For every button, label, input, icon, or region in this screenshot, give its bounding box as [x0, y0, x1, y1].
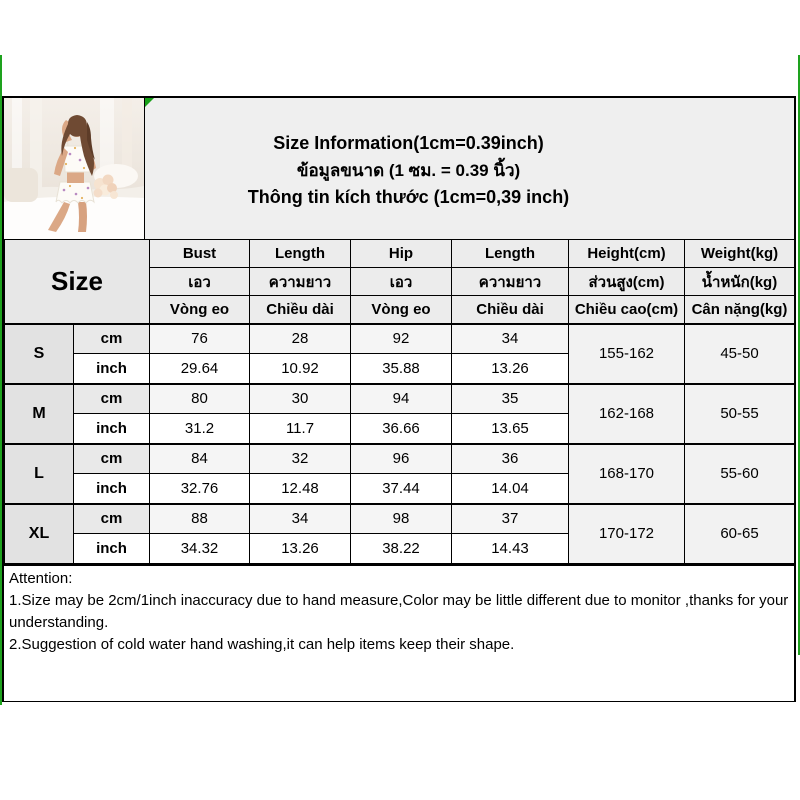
green-corner-marker-icon — [145, 98, 154, 107]
m-inch-bust: 31.2 — [150, 414, 250, 444]
l-cm-hip: 96 — [351, 444, 452, 474]
attention-heading: Attention: — [9, 570, 73, 587]
xl-inch-bust: 34.32 — [150, 534, 250, 564]
l-cm-bust: 84 — [150, 444, 250, 474]
size-label-xl: XL — [5, 504, 74, 564]
size-label-s: S — [5, 324, 74, 384]
xl-inch-length2: 14.43 — [452, 534, 569, 564]
m-height-range: 162-168 — [569, 384, 685, 444]
m-cm-length2: 35 — [452, 384, 569, 414]
header-weight-vi: Cân nặng(kg) — [685, 296, 795, 324]
unit-cm: cm — [74, 384, 150, 414]
unit-cm: cm — [74, 444, 150, 474]
xl-height-range: 170-172 — [569, 504, 685, 564]
product-photo-graphic — [4, 98, 144, 239]
xl-cm-length1: 34 — [250, 504, 351, 534]
attention-notes — [4, 564, 794, 701]
row-s-cm — [5, 324, 795, 354]
title-band — [4, 98, 794, 239]
unit-inch: inch — [74, 534, 150, 564]
header-length2-vi: Chiều dài — [452, 296, 569, 324]
row-xl-cm — [5, 504, 795, 534]
header-bust-th: เอว — [150, 268, 250, 296]
l-inch-length2: 14.04 — [452, 474, 569, 504]
header-hip-vi: Vòng eo — [351, 296, 452, 324]
header-length2-th: ความยาว — [452, 268, 569, 296]
header-row-english — [5, 240, 795, 268]
header-weight-en: Weight(kg) — [685, 240, 795, 268]
row-l-cm — [5, 444, 795, 474]
unit-inch: inch — [74, 474, 150, 504]
l-weight-range: 55-60 — [685, 444, 795, 504]
size-chart-content — [2, 96, 796, 702]
title-cell — [145, 98, 794, 239]
s-inch-length1: 10.92 — [250, 354, 351, 384]
xl-cm-bust: 88 — [150, 504, 250, 534]
attention-note-1: 1.Size may be 2cm/1inch inaccuracy due to hand measure,Color may be little different due to monitor ,thanks for your understanding. — [9, 592, 789, 631]
header-height-th: ส่วนสูง(cm) — [569, 268, 685, 296]
l-inch-bust: 32.76 — [150, 474, 250, 504]
size-header-cell: Size — [5, 240, 150, 324]
m-cm-hip: 94 — [351, 384, 452, 414]
s-inch-bust: 29.64 — [150, 354, 250, 384]
header-hip-en: Hip — [351, 240, 452, 268]
l-inch-length1: 12.48 — [250, 474, 351, 504]
header-bust-en: Bust — [150, 240, 250, 268]
unit-cm: cm — [74, 504, 150, 534]
s-cm-length2: 34 — [452, 324, 569, 354]
xl-inch-length1: 13.26 — [250, 534, 351, 564]
l-inch-hip: 37.44 — [351, 474, 452, 504]
m-inch-length2: 13.65 — [452, 414, 569, 444]
size-label-m: M — [5, 384, 74, 444]
size-label-l: L — [5, 444, 74, 504]
attention-note-2: 2.Suggestion of cold water hand washing,it can help items keep their shape. — [9, 636, 515, 653]
l-cm-length2: 36 — [452, 444, 569, 474]
header-length1-vi: Chiều dài — [250, 296, 351, 324]
header-height-en: Height(cm) — [569, 240, 685, 268]
row-m-cm — [5, 384, 795, 414]
m-cm-bust: 80 — [150, 384, 250, 414]
header-hip-th: เอว — [351, 268, 452, 296]
l-height-range: 168-170 — [569, 444, 685, 504]
title-english: Size Information(1cm=0.39inch) — [273, 133, 544, 153]
header-height-vi: Chiều cao(cm) — [569, 296, 685, 324]
header-bust-vi: Vòng eo — [150, 296, 250, 324]
l-cm-length1: 32 — [250, 444, 351, 474]
m-inch-hip: 36.66 — [351, 414, 452, 444]
xl-weight-range: 60-65 — [685, 504, 795, 564]
unit-inch: inch — [74, 414, 150, 444]
title-vietnamese: Thông tin kích thước (1cm=0,39 inch) — [247, 187, 570, 207]
s-height-range: 155-162 — [569, 324, 685, 384]
unit-inch: inch — [74, 354, 150, 384]
title-thai: ข้อมูลขนาด (1 ซม. = 0.39 นิ้ว) — [296, 161, 521, 180]
m-cm-length1: 30 — [250, 384, 351, 414]
xl-cm-length2: 37 — [452, 504, 569, 534]
header-length1-en: Length — [250, 240, 351, 268]
unit-cm: cm — [74, 324, 150, 354]
size-table — [4, 239, 795, 564]
m-weight-range: 50-55 — [685, 384, 795, 444]
product-photo — [4, 98, 145, 239]
s-inch-length2: 13.26 — [452, 354, 569, 384]
m-inch-length1: 11.7 — [250, 414, 351, 444]
s-weight-range: 45-50 — [685, 324, 795, 384]
header-length1-th: ความยาว — [250, 268, 351, 296]
s-cm-hip: 92 — [351, 324, 452, 354]
s-cm-length1: 28 — [250, 324, 351, 354]
s-cm-bust: 76 — [150, 324, 250, 354]
s-inch-hip: 35.88 — [351, 354, 452, 384]
xl-cm-hip: 98 — [351, 504, 452, 534]
header-weight-th: น้ำหนัก(kg) — [685, 268, 795, 296]
xl-inch-hip: 38.22 — [351, 534, 452, 564]
header-length2-en: Length — [452, 240, 569, 268]
